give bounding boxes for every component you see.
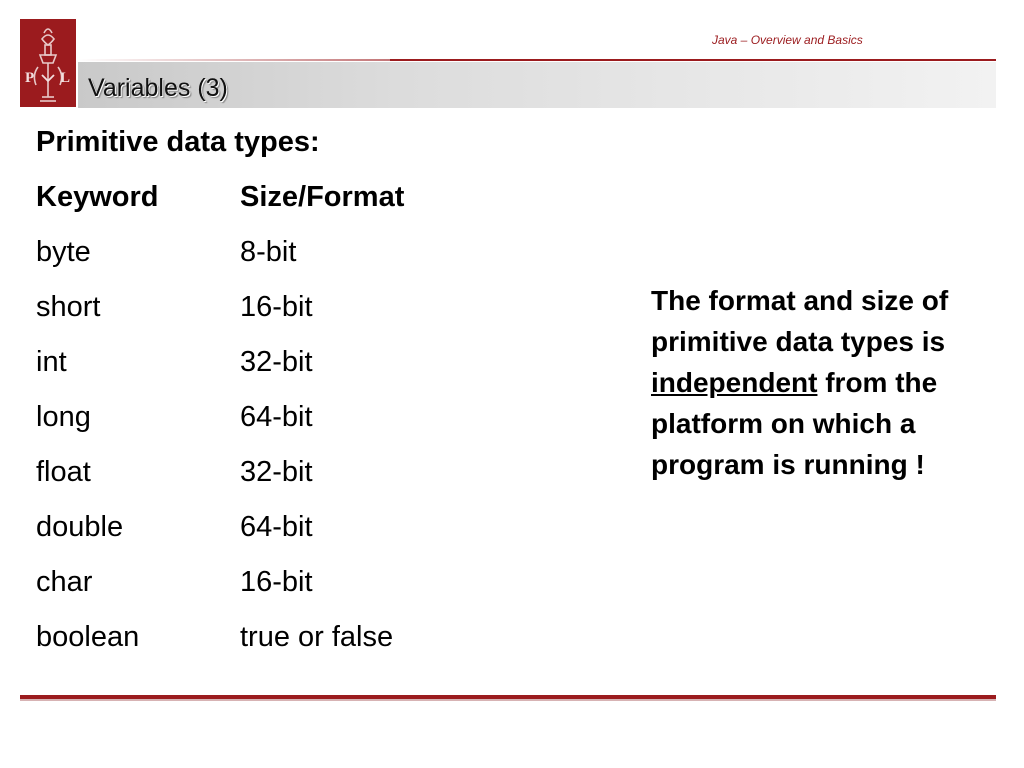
university-torch-logo-icon — [20, 19, 76, 107]
keyword-cell: double — [36, 511, 124, 543]
footer-divider-shadow — [20, 699, 996, 701]
size-cell: 64-bit — [240, 511, 313, 543]
keyword-cell: short — [36, 291, 101, 323]
size-cell: 16-bit — [240, 291, 313, 323]
presentation-caption: Java – Overview and Basics — [712, 33, 863, 47]
size-cell: 8-bit — [240, 236, 297, 268]
size-cell: true or false — [240, 621, 394, 653]
logo-graphic — [20, 19, 76, 107]
note-text-after: from the platform on which a program is running ! — [651, 367, 938, 480]
header-divider-fade — [78, 59, 390, 61]
keyword-cell: boolean — [36, 621, 140, 653]
keyword-cell: int — [36, 346, 67, 378]
platform-independence-note — [651, 280, 1023, 485]
column-header-size-format: Size/Format — [240, 181, 405, 213]
size-cell: 16-bit — [240, 566, 313, 598]
note-emphasis-underlined: independent — [651, 367, 818, 398]
svg-text:L: L — [60, 70, 71, 86]
section-heading: Primitive data types: — [36, 126, 320, 158]
slide-title: Variables (3) — [88, 74, 228, 102]
size-cell: 32-bit — [240, 456, 313, 488]
keyword-cell: byte — [36, 236, 91, 268]
keyword-cell: char — [36, 566, 93, 598]
svg-text:P: P — [25, 70, 35, 86]
keyword-cell: long — [36, 401, 91, 433]
header-divider — [390, 59, 996, 61]
column-header-keyword: Keyword — [36, 181, 159, 213]
note-text-before: The format and size of primitive data types is — [651, 285, 949, 357]
keyword-cell: float — [36, 456, 91, 488]
size-cell: 32-bit — [240, 346, 313, 378]
size-cell: 64-bit — [240, 401, 313, 433]
